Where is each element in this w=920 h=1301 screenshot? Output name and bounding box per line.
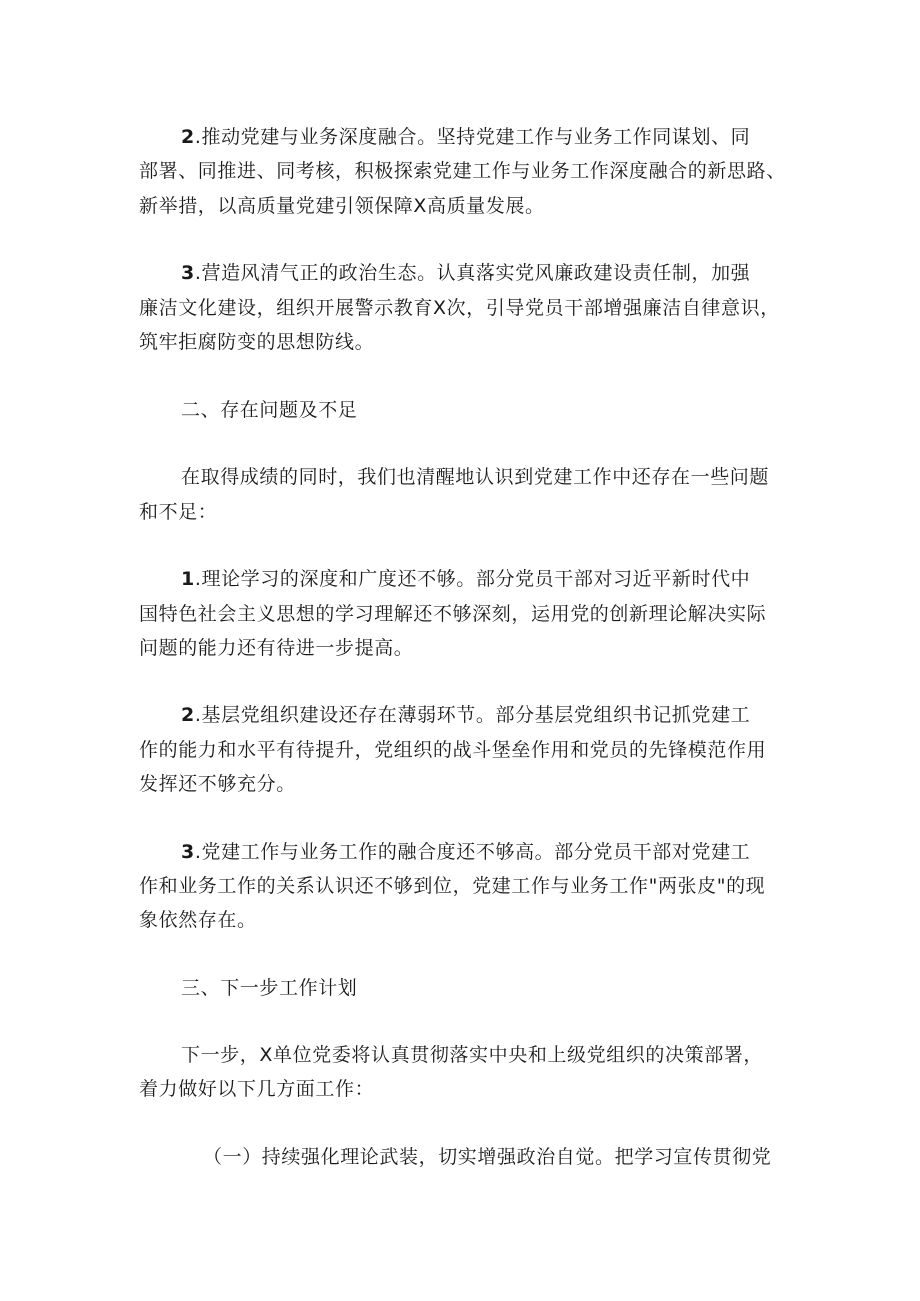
list-number: 1	[181, 568, 195, 590]
paragraph-text: .基层党组织建设还存在薄弱环节。部分基层党组织书记抓党建工	[194, 704, 751, 726]
paragraph-line: 廉洁文化建设，组织开展警示教育X次，引导党员干部增强廉洁自律意识，	[139, 297, 780, 319]
paragraph-text: .推动党建与业务深度融合。坚持党建工作与业务工作同谋划、同	[194, 126, 751, 148]
paragraph-line: 下一步，X单位党委将认真贯彻落实中央和上级党组织的决策部署，	[181, 1044, 764, 1066]
paragraph-line	[181, 703, 750, 727]
paragraph-line: （一）持续强化理论武装，切实增强政治自觉。把学习宣传贯彻党	[203, 1146, 772, 1168]
paragraph-line: 着力做好以下几方面工作：	[139, 1078, 375, 1100]
list-number: 2	[181, 126, 195, 148]
paragraph-line: 新举措，以高质量党建引领保障X高质量发展。	[139, 195, 545, 217]
paragraph-line: 发挥还不够充分。	[139, 773, 296, 795]
section-heading: 三、下一步工作计划	[181, 977, 358, 999]
list-number: 2	[181, 704, 195, 726]
paragraph-line: 作和业务工作的关系认识还不够到位，党建工作与业务工作"两张皮"的现	[139, 875, 766, 897]
paragraph-line	[181, 125, 750, 149]
paragraph-line: 象依然存在。	[139, 909, 257, 931]
list-number: 3	[181, 841, 195, 863]
paragraph-line: 部署、同推进、同考核，积极探索党建工作与业务工作深度融合的新思路、	[139, 160, 786, 182]
paragraph-text: .营造风清气正的政治生态。认真落实党风廉政建设责任制，加强	[194, 262, 751, 284]
paragraph-text: .理论学习的深度和广度还不够。部分党员干部对习近平新时代中	[194, 568, 751, 590]
paragraph-line: 在取得成绩的同时，我们也清醒地认识到党建工作中还存在一些问题	[181, 466, 770, 488]
paragraph-line	[181, 567, 750, 591]
list-number: 3	[181, 262, 195, 284]
paragraph-line: 问题的能力还有待进一步提高。	[139, 637, 414, 659]
paragraph-text: .党建工作与业务工作的融合度还不够高。部分党员干部对党建工	[194, 841, 751, 863]
section-heading: 二、存在问题及不足	[181, 399, 358, 421]
paragraph-line: 作的能力和水平有待提升，党组织的战斗堡垒作用和党员的先锋模范作用	[139, 739, 767, 761]
paragraph-line	[181, 261, 750, 285]
paragraph-line	[181, 840, 750, 864]
paragraph-line: 筑牢拒腐防变的思想防线。	[139, 331, 375, 353]
paragraph-line: 和不足：	[139, 501, 218, 523]
paragraph-line: 国特色社会主义思想的学习理解还不够深刻，运用党的创新理论解决实际	[139, 603, 767, 625]
